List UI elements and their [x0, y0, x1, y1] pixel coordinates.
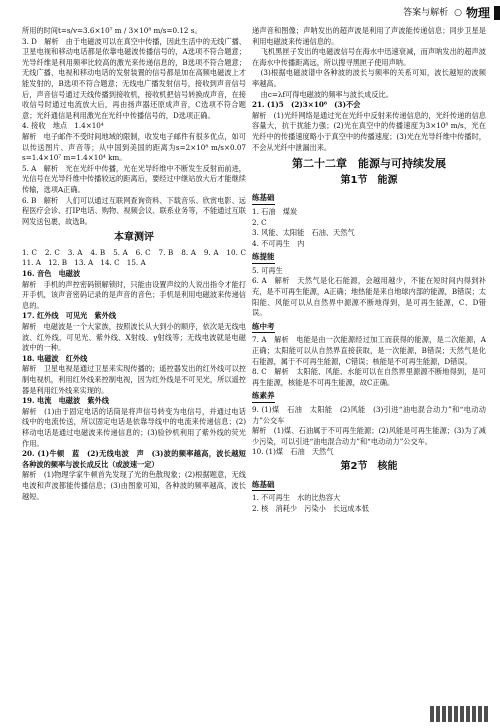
answer-text: 3. D 解析 由于电磁波可以在真空中传播，因此生活中的无线广播、卫星电视和移动电话都是依靠电磁波传播信号的，A选项不符合题意；光导纤维是利用频率比较高的激光来传递信息的，B选项不符合题意；无线广播、电视和移动电话的发射装置的信号都是加在高频电磁波上才能发射的，B选项不符合题意；无线电广播发射信号，接收到声音信号后，声音信号通过天线传播到接收机，接收机把信号转换成声音，在接收信号时通过电流放大后，再由扬声器还原成声音，C选项不符合题意；光纤通信是利用激光在光纤中传播信号的，D选项正确。: [22, 36, 246, 120]
answer-text: 2. 核 消耗少 污染小 长远成本低: [252, 503, 369, 513]
answer-text: 17. 红外线 可见光 紫外线: [22, 311, 117, 321]
practice-tag: 练基础: [252, 480, 275, 492]
answer-text: 5. 可再生: [252, 265, 283, 275]
answer-text: 21. (1)5 (2)3×10⁸ (3)不会: [252, 100, 361, 110]
section-title: 第2节 核能: [340, 460, 398, 472]
answer-text: 解析 (1)煤、石油属于不可再生能源；(2)风能是可再生能源；(3)为了减少污染，可以引进“油电混合动力”和“电动动力”公交车。: [252, 426, 486, 446]
answer-text: 16. 音色 电磁波: [22, 269, 81, 279]
answer-text: 5. A 解析 光在光纤中传播，光在光导纤维中不断发生反射而前进，光信号在光导纤维中传播较远的距离后，要经过中继站放大后才能继续传输，选项A正确。: [22, 163, 246, 194]
answer-text: 解析 手机的声控密码锁解锁时，只能由设置声纹的人说出指令才能打开手机，该声音密码记录的是声音的音色；手机是利用电磁波来传递信息的。: [22, 279, 246, 310]
answer-text: 解析 卫星电视是通过卫星来实现传播的；遥控器发出的红外线可以控制电视机，利用红外线来控制电视，因为红外线是不可见光，所以遥控器是利用红外线来实现的。: [22, 364, 246, 395]
answer-text: 1. 石油 煤炭: [252, 206, 298, 216]
answer-text: 解析 (1)光纤网络是通过光在光纤中反射来传递信息的，光纤传递的信息容量大，抗干扰能力强；(2)光在真空中的传播速度为3×10⁸ m/s，光在光纤中的传播速度略小于真空中的传播速度；(3)光在光导纤维中传播时，不会从光纤中泄漏出来。: [252, 110, 486, 152]
answer-text: 递声音和图像；声呐发出的超声波是利用了声波能传递信息；同步卫星是利用电磁波来传递信息的。: [252, 26, 486, 46]
practice-tag: 练中考: [252, 322, 275, 334]
left-column: [22, 26, 254, 502]
header-label: 答案与解析: [403, 7, 449, 18]
answer-text: 8. C 解析 太阳能、风能、水能可以在自然界里源源不断地得到，是可再生能源，核能是不可再生能源，故C正确。: [252, 367, 486, 387]
answer-text: 18. 电磁波 红外线: [22, 353, 88, 363]
header-subject: 物理: [465, 5, 490, 20]
practice-tag: 练基础: [252, 193, 275, 205]
page-header: [300, 6, 500, 20]
practice-tag: 练提能: [252, 252, 275, 264]
answer-text: 所用的时间t=s/v=3.6×10⁷ m / 3×10⁸ m/s=0.12 s。: [22, 26, 202, 35]
answer-text: 6. A 解析 天然气是化石能源，会越用越少，不能在短时间内得到补充，是不可再生能源，A正确；地热能是来自地球内部的能源，B错误；太阳能、风能可以从自然界中源源不断地得到，是可再生能源，C、D错误。: [252, 276, 486, 318]
answer-text: 解析 (1)物理学家牛顿首先发现了光的色散现象；(2)根据题意，无线电波和声波都能传播信息；(3)由图象可知，各种波的频率越高，波长越短。: [22, 470, 246, 501]
chapter-title: 第二十二章 能源与可持续发展: [292, 157, 446, 171]
section-title: 第1节 能源: [340, 174, 398, 186]
answer-text: 2. C: [252, 217, 267, 227]
answer-text: 20. (1)牛顿 蓝 (2)无线电波 声 (3)波的频率越高，波长越短 各种波的频率与波长成反比（或波速一定）: [22, 449, 254, 469]
answer-text: 4. 不可再生 内: [252, 238, 305, 248]
answer-text: 19. 电流 电磁波 紫外线: [22, 396, 109, 406]
answer-text: 解析 (1)由于固定电话的话筒是将声信号转变为电信号，并通过电话线中的电流传送，所以固定电话是依靠导线中的电流来传递信息；(2)移动电话是通过电磁波来传递信息的；(3)验钞机利用了紫外线的荧光作用。: [22, 406, 246, 448]
answer-text: 1. 不可再生 水的比热容大: [252, 493, 341, 503]
header-bar: [494, 6, 500, 20]
answer-text: 解析 电子邮件不受时间地域的限制，收发电子邮件有很多优点，如可以传送图片、声音等；从中国到美国的距离为s=2×10⁸ m/s×0.07 s=1.4×10⁷ m=1.4×10⁴ km。: [22, 131, 246, 163]
section-title: 本章测评: [114, 232, 154, 244]
answer-text: 9. (1)煤 石油 太阳能 (2)风能 (3)引进“油电混合动力”和“电动动力”公交车: [252, 405, 486, 425]
right-column: [252, 26, 486, 514]
answer-text: 4. 接收 地点 1.4×10⁴: [22, 121, 104, 131]
answer-text: 由c=λf可得电磁波的频率与波长成反比。: [260, 89, 393, 99]
answer-text: 3. 风能、太阳能 石油、天然气: [252, 228, 355, 238]
answer-text: 10. (1)煤 石油 天然气: [252, 447, 334, 457]
answer-text: 飞机黑匣子发出的电磁波信号在海水中迅速衰减，而声呐发出的超声波在海水中传播距离远，所以搜寻黑匣子使用声呐。: [252, 47, 486, 67]
answer-text: 1. C 2. C 3. A 4. B 5. A 6. C 7. B 8. A 9. A 10. C 11. A 12. B 13. A 14. C 15. A: [22, 247, 254, 268]
answer-text: 7. A 解析 电能是由一次能源经过加工而获得的能源，是二次能源，A正确；太阳能可以从自然界直接获取，是一次能源，B错误；天然气是化石能源，属于不可再生能源，C错误；核能是不可再生能源，D错误。: [252, 335, 486, 366]
header-circle-icon: ○: [454, 7, 462, 18]
answer-text: (3)根据电磁波谱中各种波的波长与频率的关系可知，波长越短的波频率越高。: [252, 68, 486, 88]
footer-logo: [430, 706, 490, 722]
practice-tag: 练素养: [252, 391, 275, 403]
answer-text: 解析 电磁波是一个大家族，按照波长从大到小的顺序，依次是无线电波、红外线、可见光、紫外线、X射线、γ射线等；无线电波就是电磁波中的一种。: [22, 322, 246, 353]
answer-text: 6. B 解析 人们可以通过互联网查询资料、下载音乐、欣赏电影、远程医疗会诊、打IP电话、购物、视频会议、联系业务等，不能通过互联网发送包裹，故选B。: [22, 195, 246, 226]
